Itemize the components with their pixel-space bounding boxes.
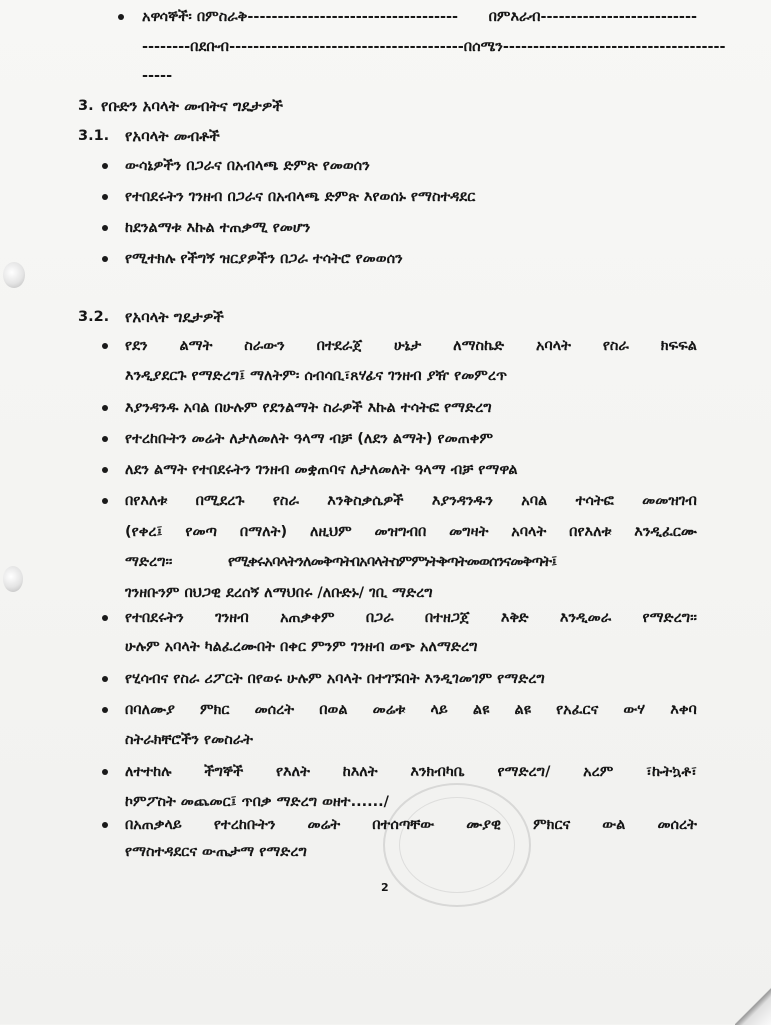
word: የተበደሩትን [125,610,184,626]
word: መግዛት [449,524,489,540]
boundaries-line-1 [142,7,697,27]
bullet [102,467,108,473]
punch-hole-bottom [3,566,23,592]
bullet [118,14,124,20]
word: ለማስኬድ [453,338,505,354]
word: መሬቱ [372,702,406,718]
bullet [102,163,108,169]
word: ውል [602,817,626,833]
word: ከእለት [342,764,378,780]
duty-1-line-2: እንዲያደርጉ የማድረግ፤ ማለትም፡ ሰብሳቢ፣ጸሃፊና ገንዘብ ያዥ የመምረጥ [125,368,507,384]
bullet [102,676,108,682]
duty-7: የሂሳብና የስራ ሪፖርት በየወሩ ሁሉም አባላት በተገኙበት እንዲገመገም የማድረግ [125,671,545,687]
word: በተደራጀ [316,338,363,354]
bullet [102,343,108,349]
word: ገንዘብ [215,610,249,626]
word: ልማት [179,338,213,354]
punch-hole-top [3,262,25,288]
section-3-title: የቡድን አባላት መብትና ግዴታዎች [101,97,283,115]
bullet [102,822,108,828]
bullet [102,769,108,775]
duty-3: የተረከቡትን መሬት ለታለመለት ዓላማ ብቻ (ለደን ልማት) የመጠቀም [125,431,494,447]
word: ክፍፍል [660,338,697,354]
boundary-west: በምእራብ-------------------------- [488,9,697,25]
word: በተሰጣቸው [372,817,435,833]
word: አረም [583,764,614,780]
word: ሙያዊ [466,817,502,833]
duty-5-line-2 [125,522,697,542]
boundary-north: በሰሜን------------------------------------- [463,39,726,55]
duty-1-line-1 [125,336,697,356]
word: አጠቃቀም [280,610,335,626]
duty-2: እያንዳንዱ አባል በሁሉም የደንልማት ስራዎች እኩል ተሳትፎ የማድረግ [125,400,492,416]
bullet [102,615,108,621]
word: አባላት [511,524,547,540]
word: መሰረት [657,817,697,833]
word: ተሳትፎ [575,493,614,509]
duty-5-line-3b: የሚቀሩአባላትንለመቅጣትበአባላትስምምነትቅጣትመወሰንናመቅጣት፤ [228,554,557,570]
word: መመዝገብ [642,493,697,509]
word: ስራውን [244,338,285,354]
word: ፣ኩትኳቶ፣ [646,764,697,780]
section-3-1-number: 3.1. [78,128,110,144]
word: (የቀረ፤ [125,524,163,540]
rights-item: ውሳኔዎችን በጋራና በአብላጫ ድምጽ የመወሰን [125,158,370,174]
duty-5-line-4: ገንዘቡንም በህጋዊ ደረሰኝ ለማህበሩ /ለቡድኑ/ ገቢ ማድረግ [125,585,433,601]
word: ሁኔታ [393,338,422,354]
duty-10-line-1 [125,815,697,835]
word: የእለት [275,764,310,780]
word: በባለሙያ [125,702,175,718]
word: እቅድ [500,610,529,626]
word: ለተተከሉ [125,764,172,780]
word: አባል [521,493,548,509]
word: በአጠቃላይ [125,817,182,833]
word: መሰረት [254,702,295,718]
word: የአፈርና [556,702,599,718]
page-curl [735,985,771,1025]
word: የደን [125,338,148,354]
word: ልዩ [472,702,490,718]
boundaries-line-2 [142,37,726,57]
word: እንቅስቃሴዎች [327,493,404,509]
word: መሬት [307,817,341,833]
page-number: 2 [381,881,389,894]
duty-8-line-2: ስትራክቸሮችን የመስራት [125,732,253,748]
section-3-1-title: የአባላት መብቶች [125,127,220,145]
word: የተረከቡትን [213,817,276,833]
word: አባላት [535,338,571,354]
word: በሚደረጉ [195,493,245,509]
word: በየእለቱ [569,524,612,540]
section-3-2-number: 3.2. [78,309,110,325]
duty-5-line-1 [125,491,697,511]
bullet [102,498,108,504]
bullet [102,225,108,231]
word: በተዘጋጀ [424,610,470,626]
bullet [102,707,108,713]
duty-6-line-2: ሁሉም አባላት ካልፈረሙበት በቀር ምንም ገንዘብ ወጭ አለማድረግ [125,639,478,655]
duty-8-line-1 [125,700,697,720]
duty-6-line-1 [125,608,697,628]
section-3-2-title: የአባላት ግዴታዎች [125,308,224,326]
word: ለዚህም [309,524,352,540]
word: በጋራ [365,610,394,626]
boundaries-line-3: ----- [142,68,173,84]
word: እቀባ [670,702,697,718]
word: በወል [319,702,348,718]
faded-stamp [383,783,531,907]
bullet [102,194,108,200]
section-3-number: 3. [78,98,94,114]
word: ላይ [430,702,448,718]
word: መዝግብበ [374,524,427,540]
word: እንክብካቤ [410,764,465,780]
bullet [102,405,108,411]
word: በማለት) [239,524,288,540]
word: የመጣ [185,524,218,540]
duty-5-line-3a: ማድረግ፡፡ [125,554,173,570]
word: በየእለቱ [125,493,168,509]
word: እንዲፈርሙ [634,524,697,540]
duty-9-line-2: ኮምፖስት መጨመር፤ ጥበቃ ማድረግ ወዘተ....../ [125,794,389,810]
rights-item: የተበደሩትን ገንዘብ በጋራና በአብላጫ ድምጽ እየወሰኑ የማስተዳደር [125,189,476,205]
word: ምክርና [533,817,571,833]
word: እንዲመራ [559,610,612,626]
duty-4: ለደን ልማት የተበደሩትን ገንዘብ መቋጠባና ለታለመለት ዓላማ ብቻ የማዋል [125,462,518,478]
word: የማድረግ/ [497,764,551,780]
word: ውሃ [623,702,646,718]
bullet [102,436,108,442]
duty-9-line-1 [125,762,697,782]
word: ልዩ [514,702,531,718]
word: ምክር [200,702,230,718]
boundary-east: አዋሳኞች፡ በምስራቅ----------------------------------- [142,9,459,25]
bullet [102,256,108,262]
word: የማድረግ፡፡ [642,610,697,626]
duty-10-line-2: የማስተዳደርና ውጤታማ የማድረግ [125,844,307,860]
word: የስራ [602,338,629,354]
word: የስራ [272,493,299,509]
word: እያንዳንዱን [431,493,493,509]
word: ችግኞች [204,764,244,780]
rights-item: ከደንልማቱ እኩል ተጠቃሚ የመሆን [125,220,311,236]
rights-item: የሚተክሉ የችግኝ ዝርያዎችን በጋራ ተሳትሮ የመወሰን [125,251,403,267]
boundary-dashes: -------- [142,39,191,55]
boundary-south: በደቡብ--------------------------------------- [190,39,464,55]
